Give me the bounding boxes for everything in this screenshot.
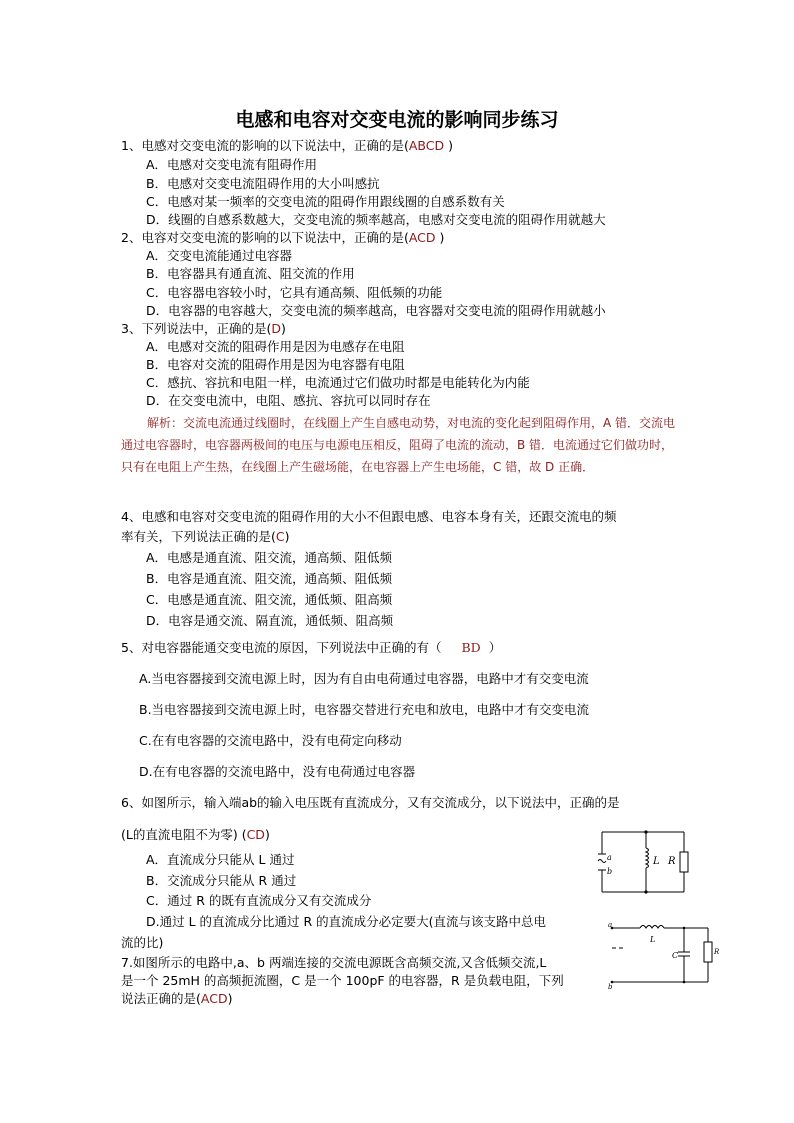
question-4-stem-line1: 4、电感和电容对交变电流的阻碍作用的大小不但跟电感、电容本身有关，还跟交流电的频 [121, 509, 617, 524]
question-4-option-b: B．电容是通直流、阻交流，通高频、阻低频 [146, 571, 393, 586]
question-2-stem: 2、电容对交变电流的影响的以下说法中，正确的是(ACD ) [121, 230, 445, 245]
question-5-option-b: B.当电容器接到交流电源上时，电容器交替进行充电和放电，电路中才有交变电流 [139, 702, 590, 717]
question-7-line2: 是一个 25mH 的高频扼流圈，C 是一个 100pF 的电容器，R 是负载电阻，下列 [121, 973, 564, 988]
question-1-option-c: C．电感对某一频率的交变电流的阻碍作用跟线圈的自感系数有关 [146, 194, 505, 209]
question-3-option-a: A．电感对交流的阻碍作用是因为电感存在电阻 [146, 339, 405, 354]
question-3-option-c: C．感抗、容抗和电阻一样，电流通过它们做功时都是电能转化为内能 [146, 375, 530, 390]
question-7-line3: 说法正确的是(ACD) [121, 991, 233, 1006]
question-7-line1: 7.如图所示的电路中,a、b 两端连接的交流电源既含高频交流,又含低频交流,L [121, 955, 547, 970]
question-2-option-b: B．电容器具有通直流、阻交流的作用 [146, 266, 355, 281]
question-7-circuit-diagram [606, 918, 730, 994]
question-7-answer: ACD [200, 991, 228, 1006]
question-3-option-b: B．电容对交流的阻碍作用是因为电容器有电阻 [146, 357, 405, 372]
question-2-answer: ACD [408, 230, 436, 245]
question-1-option-d: D．线圈的自感系数越大，交变电流的频率越高，电感对交变电流的阻碍作用就越大 [146, 212, 606, 227]
figure1-label-R: R [668, 856, 676, 867]
question-5-option-d: D.在有电容器的交流电路中，没有电荷通过电容器 [139, 764, 416, 779]
figure1-label-b: b [607, 867, 613, 876]
question-2-option-c: C．电容器电容较小时，它具有通高频、阻低频的功能 [146, 285, 443, 300]
figure2-label-R: R [714, 948, 720, 956]
question-3-option-d: D．在交变电流中，电阻、感抗、容抗可以同时存在 [146, 393, 431, 408]
question-5-option-a: A.当电容器接到交流电源上时，因为有自由电荷通过电容器，电路中才有交变电流 [139, 671, 589, 686]
question-6-option-d: D.通过 L 的直流成分比通过 R 的直流成分必定要大(直流与该支路中总电 [146, 914, 547, 929]
question-6-option-d-continued: 流的比) [121, 935, 164, 950]
question-4-option-a: A．电感是通直流、阻交流，通高频、阻低频 [146, 550, 393, 565]
question-3-stem: 3、下列说法中，正确的是(D) [121, 321, 286, 336]
question-3-answer: D [271, 321, 281, 336]
question-1-option-a: A．电感对交变电流有阻碍作用 [146, 157, 318, 172]
figure2-label-L: L [650, 935, 656, 944]
question-1-option-b: B．电感对交变电流阻碍作用的大小叫感抗 [146, 176, 380, 191]
question-4-stem-line2: 率有关，下列说法正确的是(C) [121, 529, 290, 544]
question-6-stem-line2: (L的直流电阻不为零) (CD) [121, 827, 270, 842]
question-5-stem: 5、对电容器能通交变电流的原因，下列说法中正确的有（ BD ） [121, 640, 502, 655]
page-title: 电感和电容对交变电流的影响同步练习 [235, 109, 559, 131]
question-1-stem: 1、电感对交变电流的影响的以下说法中，正确的是(ABCD ) [121, 138, 453, 153]
question-2-option-d: D．电容器的电容越大，交变电流的频率越高，电容器对交变电流的阻碍作用就越小 [146, 303, 606, 318]
question-6-option-c: C．通过 R 的既有直流成分又有交流成分 [146, 893, 372, 908]
question-4-option-c: C．电感是通直流、阻交流，通低频、阻高频 [146, 592, 393, 607]
question-2-option-a: A．交变电流能通过电容器 [146, 248, 293, 263]
question-6-stem-line1: 6、如图所示，输入端ab的输入电压既有直流成分，又有交流成分，以下说法中，正确的是 [121, 795, 620, 810]
question-6-option-a: A．直流成分只能从 L 通过 [146, 852, 295, 867]
question-5-answer: BD [461, 640, 481, 655]
figure2-label-C: C [672, 951, 679, 960]
question-6-circuit-diagram [592, 826, 696, 898]
question-1-answer: ABCD [408, 138, 445, 153]
question-3-explanation: 解析：交流电流通过线圈时，在线圈上产生自感电动势，对电流的变化起到阻碍作用，A 错．交流电通过电容器时，电容器两极间的电压与电源电压相反，阻碍了电流的流动，B 错．电流通过它们做功时，只有在电阻上产生热，在线圈上产生磁场能，在电容器上产生电场能，C 错，故 D 正确． [121, 416, 676, 474]
question-6-option-b: B．交流成分只能从 R 通过 [146, 873, 297, 888]
question-6-answer: CD [246, 827, 265, 842]
figure1-label-L: L [653, 856, 660, 867]
question-4-answer: C [275, 529, 285, 544]
figure2-label-a: a [608, 921, 613, 929]
figure1-label-a: a [607, 853, 612, 862]
figure2-label-b: b [608, 983, 613, 991]
question-5-option-c: C.在有电容器的交流电路中，没有电荷定向移动 [139, 733, 402, 748]
question-4-option-d: D．电容是通交流、隔直流，通低频、阻高频 [146, 613, 394, 628]
